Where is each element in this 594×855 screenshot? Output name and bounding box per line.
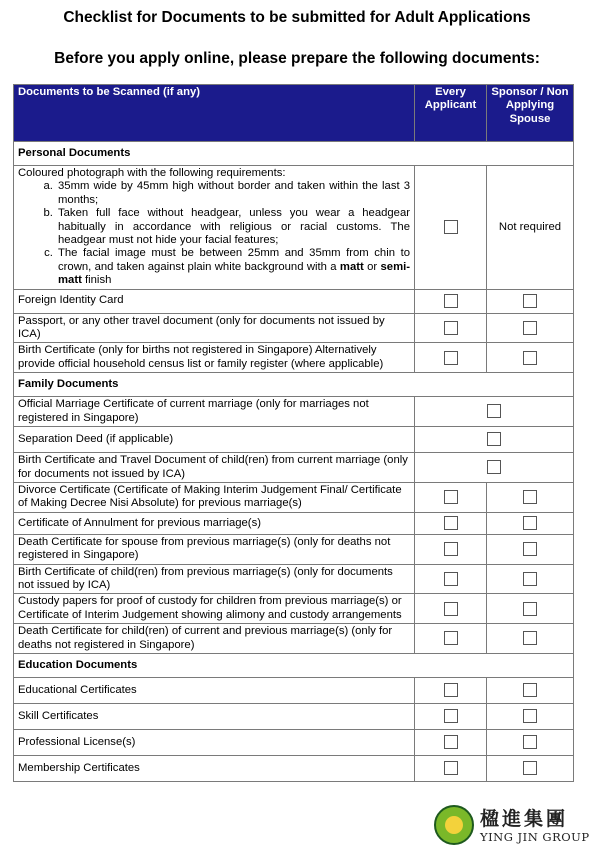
table-row xyxy=(14,677,574,703)
header-documents: Documents to be Scanned (if any) xyxy=(14,85,415,142)
checkbox-divorce-applicant[interactable] xyxy=(444,490,458,504)
checkbox-divorce-sponsor[interactable] xyxy=(523,490,537,504)
row-membership: Membership Certificates xyxy=(14,755,415,781)
checkbox-death-child-applicant[interactable] xyxy=(444,631,458,645)
row-license: Professional License(s) xyxy=(14,729,415,755)
table-row xyxy=(14,624,574,654)
row-annulment: Certificate of Annulment for previous marriage(s) xyxy=(14,512,415,534)
table-row xyxy=(14,512,574,534)
watermark-logo xyxy=(432,803,592,851)
checkbox-birth-prev-applicant[interactable] xyxy=(444,572,458,586)
row-divorce: Divorce Certificate (Certificate of Making Interim Judgement Final/ Certificate of Making Decree Nisi Absolute) for previous marriage(s) xyxy=(14,482,415,512)
section-personal: Personal Documents xyxy=(14,142,574,166)
row-marriage: Official Marriage Certificate of current marriage (only for marriages not registered in Singapore) xyxy=(14,397,415,427)
row-custody: Custody papers for proof of custody for children from previous marriage(s) or Certificate of Interim Judgement showing alimony and custody arrangements xyxy=(14,594,415,624)
logo-chinese-text: 楹進集團 xyxy=(480,808,569,830)
section-family: Family Documents xyxy=(14,373,574,397)
checklist-table xyxy=(13,84,574,782)
checkbox-membership-sponsor[interactable] xyxy=(523,761,537,775)
checkbox-foreign-id-sponsor[interactable] xyxy=(523,294,537,308)
table-header-row xyxy=(14,85,574,142)
table-row xyxy=(14,397,574,427)
checkbox-license-applicant[interactable] xyxy=(444,735,458,749)
row-foreign-id: Foreign Identity Card xyxy=(14,289,415,313)
table-row xyxy=(14,453,574,483)
checkbox-skill-applicant[interactable] xyxy=(444,709,458,723)
section-education: Education Documents xyxy=(14,653,574,677)
table-row xyxy=(14,343,574,373)
checkbox-license-sponsor[interactable] xyxy=(523,735,537,749)
checkbox-custody-applicant[interactable] xyxy=(444,602,458,616)
row-edu-cert: Educational Certificates xyxy=(14,677,415,703)
photo-req-c: c. The facial image must be between 25mm and 35mm from chin to crown, and taken against plain white background with a matt or semi-matt finish xyxy=(56,247,410,287)
row-birth-cert: Birth Certificate (only for births not registered in Singapore) Alternatively provide official household census list or family register (where applicable) xyxy=(14,343,415,373)
header-sponsor: Sponsor / Non Applying Spouse xyxy=(487,85,574,142)
logo-english-text: YING JIN GROUP xyxy=(480,830,590,844)
photo-intro: Coloured photograph with the following requirements: xyxy=(18,167,286,179)
table-row xyxy=(14,564,574,594)
checkbox-passport-sponsor[interactable] xyxy=(523,321,537,335)
table-row xyxy=(14,482,574,512)
row-passport: Passport, or any other travel document (only for documents not issued by ICA) xyxy=(14,313,415,343)
checkbox-birth-cert-applicant[interactable] xyxy=(444,351,458,365)
table-row xyxy=(14,703,574,729)
checkbox-child-birth[interactable] xyxy=(487,460,501,474)
checkbox-birth-prev-sponsor[interactable] xyxy=(523,572,537,586)
table-row xyxy=(14,427,574,453)
photo-req-b: b. Taken full face without headgear, unless you wear a headgear habitually in accordance with religious or racial customs. The headgear must not hide your facial features; xyxy=(56,207,410,247)
logo-emblem-icon xyxy=(434,805,474,845)
checkbox-annulment-sponsor[interactable] xyxy=(523,516,537,530)
checkbox-death-spouse-sponsor[interactable] xyxy=(523,542,537,556)
photo-req-a: a. 35mm wide by 45mm high without border and taken within the last 3 months; xyxy=(56,180,410,207)
table-row xyxy=(14,289,574,313)
row-separation: Separation Deed (if applicable) xyxy=(14,427,415,453)
checkbox-birth-cert-sponsor[interactable] xyxy=(523,351,537,365)
checkbox-passport-applicant[interactable] xyxy=(444,321,458,335)
checkbox-marriage[interactable] xyxy=(487,404,501,418)
table-row xyxy=(14,534,574,564)
checkbox-custody-sponsor[interactable] xyxy=(523,602,537,616)
checkbox-death-spouse-applicant[interactable] xyxy=(444,542,458,556)
checkbox-annulment-applicant[interactable] xyxy=(444,516,458,530)
table-row xyxy=(14,166,574,290)
table-row xyxy=(14,594,574,624)
row-death-child: Death Certificate for child(ren) of current and previous marriage(s) (only for deaths not registered in Singapore) xyxy=(14,624,415,654)
table-row xyxy=(14,313,574,343)
checkbox-foreign-id-applicant[interactable] xyxy=(444,294,458,308)
row-skill: Skill Certificates xyxy=(14,703,415,729)
photo-requirements xyxy=(14,166,415,290)
table-row xyxy=(14,729,574,755)
checkbox-photo-applicant[interactable] xyxy=(444,220,458,234)
checkbox-death-child-sponsor[interactable] xyxy=(523,631,537,645)
page-title: Checklist for Documents to be submitted for Adult Applications xyxy=(63,9,531,26)
row-child-birth: Birth Certificate and Travel Document of child(ren) from current marriage (only for documents not issued by ICA) xyxy=(14,453,415,483)
checkbox-membership-applicant[interactable] xyxy=(444,761,458,775)
checkbox-edu-cert-sponsor[interactable] xyxy=(523,683,537,697)
table-row xyxy=(14,755,574,781)
page-subtitle: Before you apply online, please prepare the following documents: xyxy=(54,50,540,67)
header-every-applicant: Every Applicant xyxy=(415,85,487,142)
checkbox-separation[interactable] xyxy=(487,432,501,446)
row-birth-prev: Birth Certificate of child(ren) from previous marriage(s) (only for documents not issued by ICA) xyxy=(14,564,415,594)
not-required-text: Not required xyxy=(487,166,574,290)
photo-requirement-list xyxy=(18,180,410,287)
checkbox-skill-sponsor[interactable] xyxy=(523,709,537,723)
checkbox-edu-cert-applicant[interactable] xyxy=(444,683,458,697)
row-death-spouse: Death Certificate for spouse from previous marriage(s) (only for deaths not registered in Singapore) xyxy=(14,534,415,564)
